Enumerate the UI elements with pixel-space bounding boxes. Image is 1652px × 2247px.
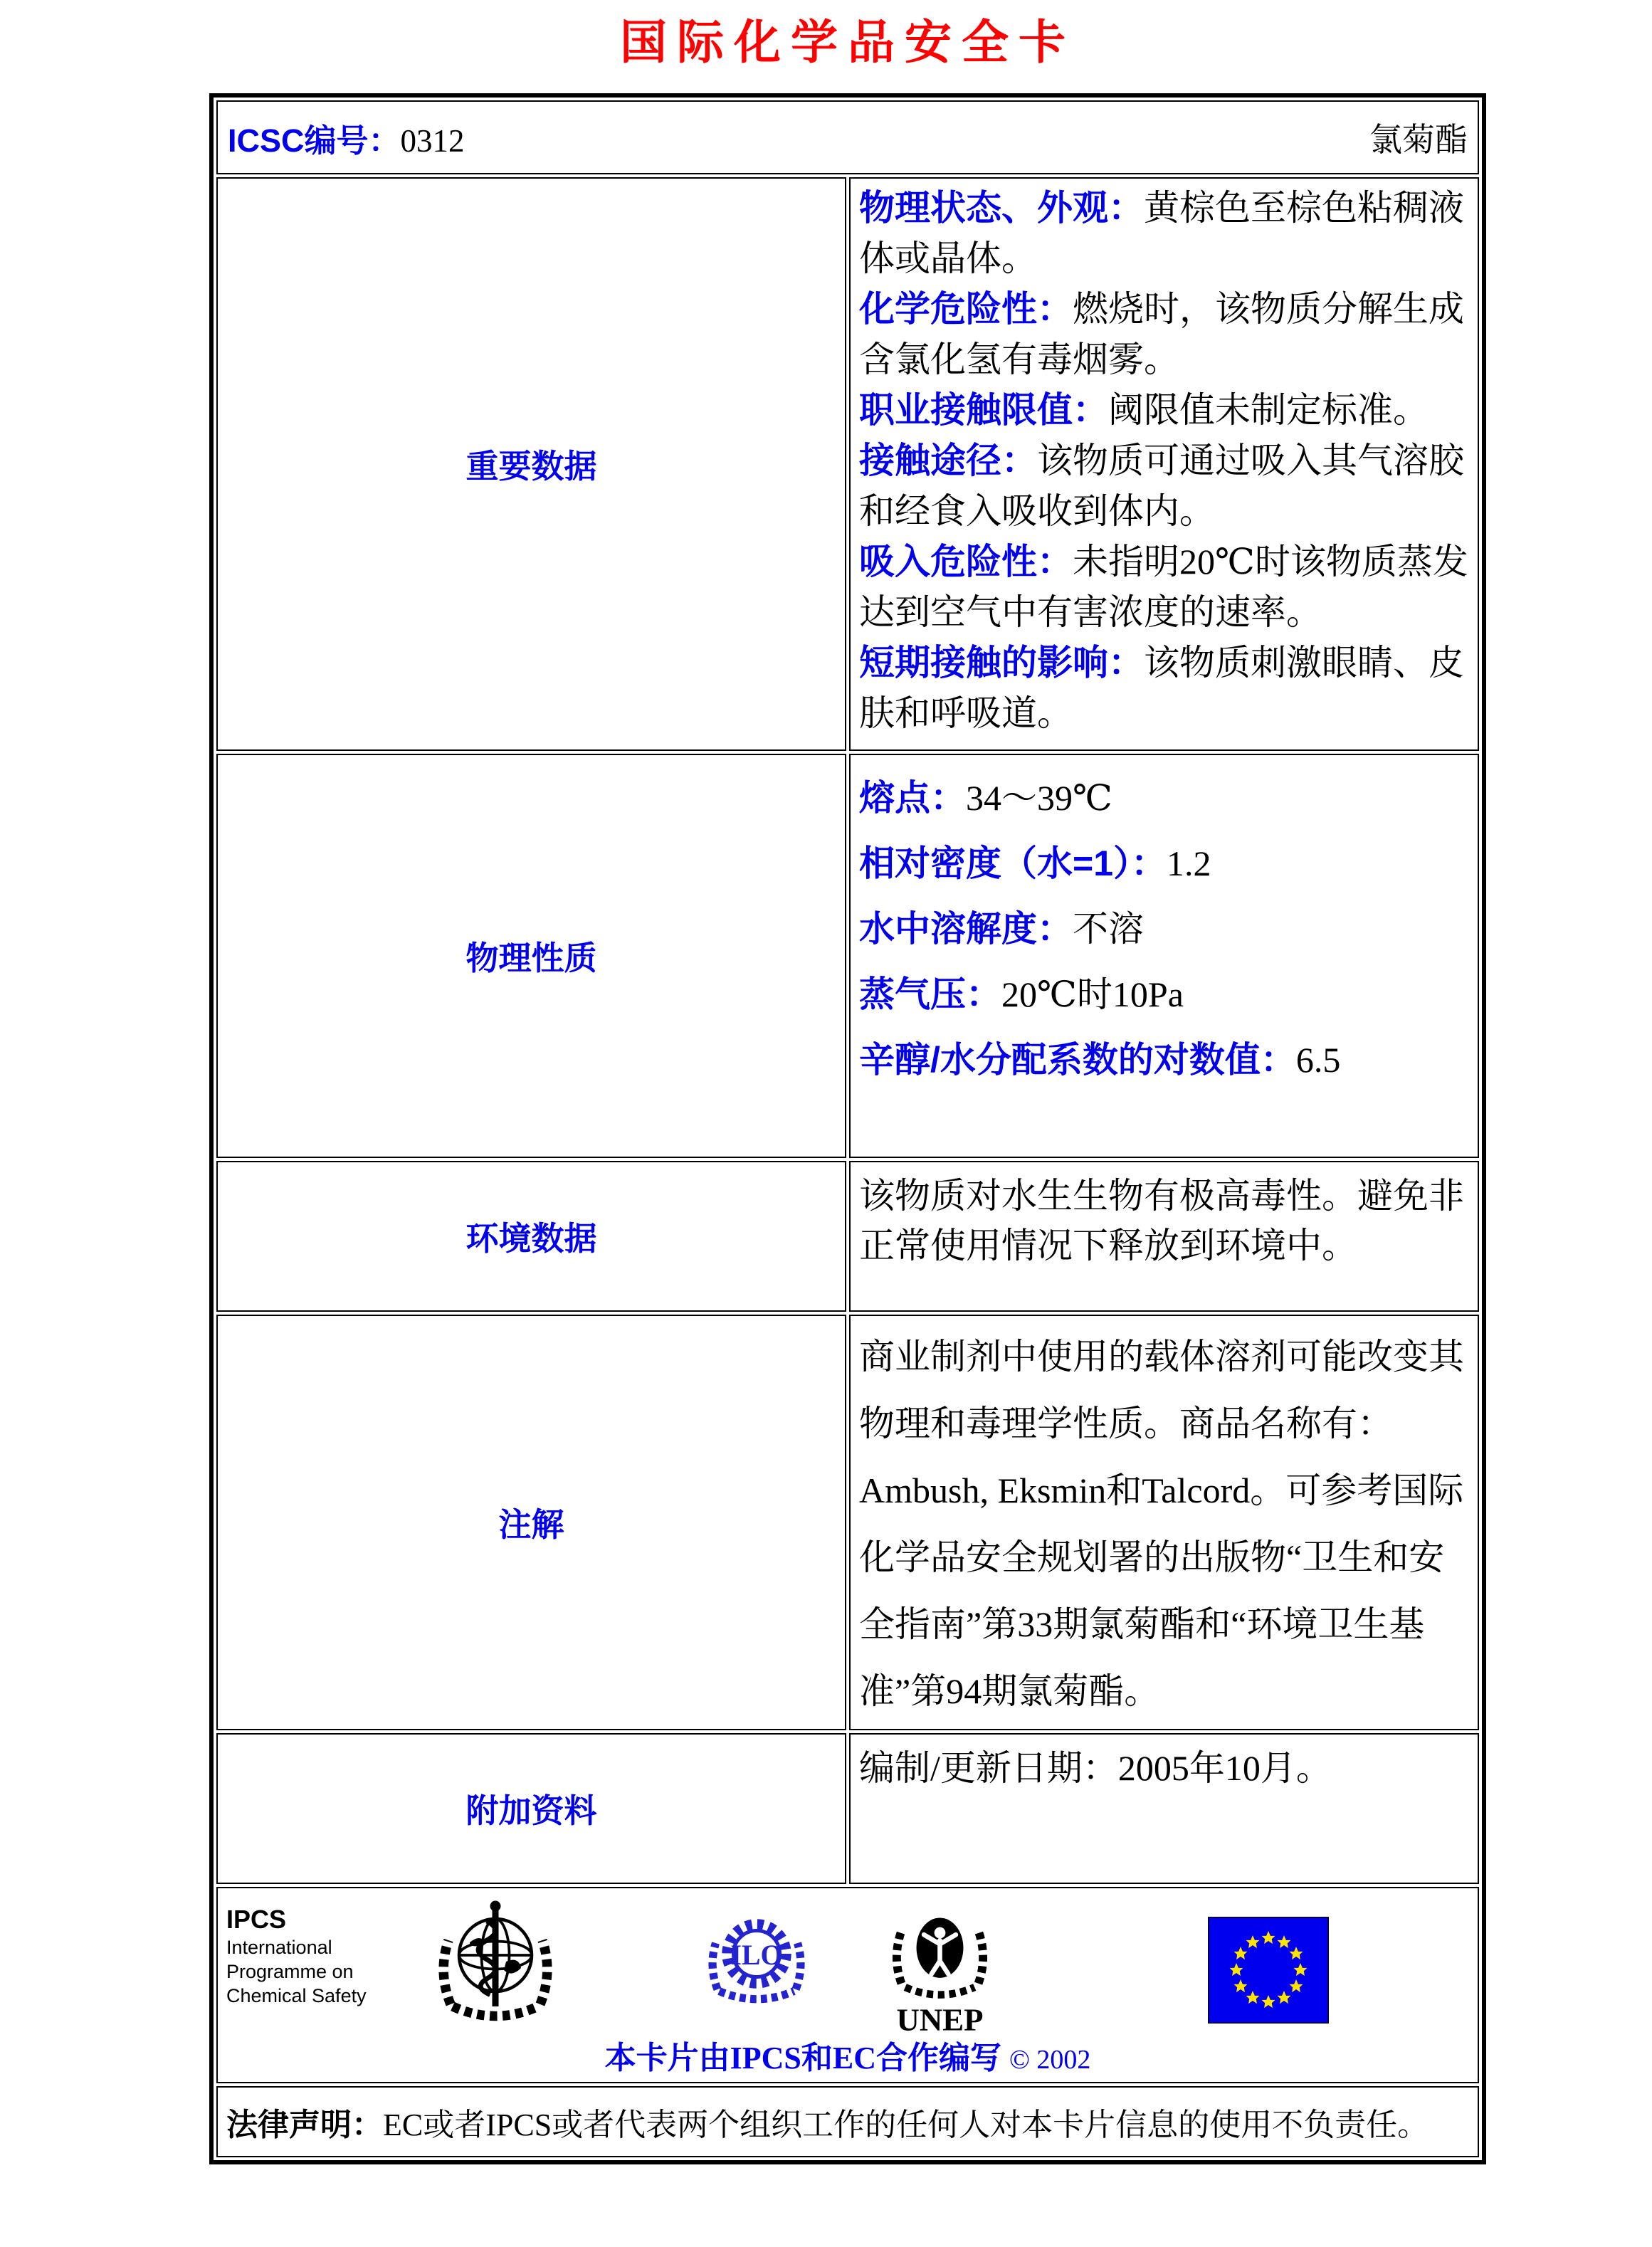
footer-caption-text: 本卡片由IPCS和EC合作编写 [604,2041,1001,2075]
field-label: 水中溶解度： [859,909,1073,949]
section-row-physical-properties [216,754,1479,1158]
field-line [859,896,1469,962]
field-line [859,385,1469,436]
additional-text: 编制/更新日期：2005年10月。 [859,1748,1332,1788]
ilo-logo-text: ILO [730,1939,783,1971]
icsc-card-table [209,93,1486,2164]
ipcs-text-block [226,1904,367,2008]
notes-text: 商业制剂中使用的载体溶剂可能改变其物理和毒理学性质。商品名称有：Ambush, Eksmin和Talcord。可参考国际化学品安全规划署的出版物“卫生和安全指南”第33期氯菊酯和“环境卫生基准”第94期氯菊酯。 [859,1337,1464,1711]
section-row-environmental-data [216,1161,1479,1312]
ilo-logo-icon [703,1904,810,2018]
section-content-additional-information [849,1733,1479,1884]
icsc-number-label: ICSC编号： [228,122,401,159]
field-value: 该物质可通过吸入其气溶胶和经食入吸收到体内。 [859,441,1464,531]
field-line [859,638,1469,739]
field-value: 燃烧时，该物质分解生成含氯化氢有毒烟雾。 [859,289,1464,379]
footer-caption [218,2032,1478,2078]
section-title-additional-information: 附加资料 [216,1733,846,1884]
ipcs-acronym: IPCS [226,1905,287,1934]
unep-logo-icon [888,1898,991,2041]
field-label: 吸入危险性： [859,542,1073,582]
section-title-physical-properties: 物理性质 [216,754,846,1158]
field-value: 34～39℃ [966,778,1112,818]
legal-label: 法律声明： [226,2107,383,2142]
field-value: 6.5 [1295,1040,1341,1080]
footer-copyright: © 2002 [1009,2045,1091,2075]
page-title: 国际化学品安全卡 [620,14,1075,70]
field-line [859,284,1469,385]
field-label: 职业接触限值： [859,390,1108,430]
header-cell [216,100,1479,174]
icsc-number-value: 0312 [400,122,465,159]
field-value: 不溶 [1073,909,1144,949]
field-value: 20℃时10Pa [1001,974,1184,1014]
field-label: 相对密度（水=1）： [859,843,1167,883]
field-value: 1.2 [1167,843,1211,883]
section-title-notes: 注解 [216,1315,846,1730]
section-row-important-data [216,177,1479,751]
ipcs-line: International [226,1937,332,1958]
field-label: 物理状态、外观： [859,188,1144,228]
field-value: 阈限值未制定标准。 [1108,390,1429,430]
field-line [859,1027,1469,1093]
field-label: 化学危险性： [859,289,1073,329]
chemical-name: 氯菊酯 [1369,122,1468,158]
field-label: 蒸气压： [859,974,1001,1014]
who-logo-icon [431,1895,559,2034]
field-label: 辛醇/水分配系数的对数值： [859,1040,1296,1080]
field-label: 接触途径： [859,441,1037,480]
field-value: 未指明20℃时该物质蒸发达到空气中有害浓度的速率。 [859,542,1468,632]
eu-flag-icon [1208,1917,1329,2024]
section-title-environmental-data: 环境数据 [216,1161,846,1312]
unep-logo-text: UNEP [896,2001,984,2038]
section-content-physical-properties [849,754,1479,1158]
icsc-number-group [228,115,465,161]
field-value: 黄棕色至棕色粘稠液体或晶体。 [859,188,1464,278]
section-content-important-data [849,177,1479,751]
section-content-environmental-data [849,1161,1479,1312]
field-line [859,831,1469,896]
field-label: 短期接触的影响： [859,643,1144,683]
ipcs-line: Programme on [226,1961,354,1982]
header-row [216,100,1479,174]
section-title-important-data: 重要数据 [216,177,846,751]
field-line [859,765,1469,831]
field-line [859,537,1469,638]
field-line [859,962,1469,1027]
section-row-notes [216,1315,1479,1730]
legal-cell [216,2086,1479,2157]
field-label: 熔点： [859,778,966,818]
environment-text: 该物质对水生生物有极高毒性。避免非正常使用情况下释放到环境中。 [859,1176,1464,1265]
section-row-additional-information [216,1733,1479,1884]
field-line [859,436,1469,537]
legal-text: EC或者IPCS或者代表两个组织工作的任何人对本卡片信息的使用不负责任。 [383,2107,1429,2142]
field-value: 该物质刺激眼睛、皮肤和呼吸道。 [859,643,1464,733]
footer-cell [216,1887,1479,2083]
ipcs-line: Chemical Safety [226,1985,367,2006]
section-content-notes [849,1315,1479,1730]
legal-row [216,2086,1479,2157]
field-line [859,183,1469,284]
footer-row [216,1887,1479,2083]
